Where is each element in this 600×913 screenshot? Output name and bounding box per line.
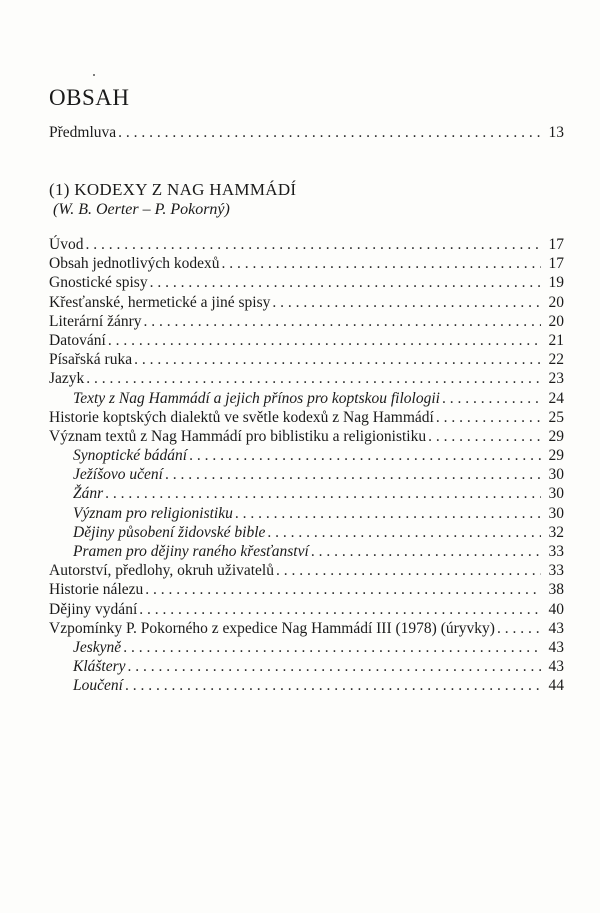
entry-page-number: 22 — [548, 351, 564, 369]
entry-label: Kláštery — [73, 658, 126, 676]
dot-leader — [125, 676, 541, 695]
toc-list — [49, 235, 564, 696]
entry-label: Texty z Nag Hammádí a jejich přínos pro koptskou filologii — [73, 389, 440, 407]
dot-leader — [497, 619, 541, 638]
dot-leader — [144, 312, 541, 331]
entry-page-number: 29 — [548, 447, 564, 465]
entry-label: Písařská ruka — [49, 351, 133, 369]
dot-leader — [118, 123, 541, 143]
dot-leader — [145, 580, 541, 599]
dot-leader — [221, 254, 541, 273]
toc-entry[interactable] — [49, 235, 564, 254]
toc-entry[interactable] — [49, 676, 564, 695]
entry-page-number: 19 — [548, 274, 564, 292]
toc-entry[interactable] — [49, 254, 564, 273]
dot-leader — [86, 369, 541, 388]
section-authors: (W. B. Oerter – P. Pokorný) — [53, 201, 230, 218]
entry-label: Autorství, předlohy, okruh uživatelů — [49, 562, 274, 580]
toc-entry[interactable] — [49, 389, 564, 408]
entry-page-number: 30 — [548, 504, 564, 522]
entry-label: Předmluva — [49, 124, 117, 141]
entry-label: Vzpomínky P. Pokorného z expedice Nag Hammádí III (1978) (úryvky) — [49, 619, 495, 637]
entry-page-number: 33 — [548, 543, 564, 560]
dot-leader — [235, 504, 541, 523]
entry-label: Křesťanské, hermetické a jiné spisy — [49, 293, 271, 311]
entry-page-number: 43 — [548, 658, 564, 676]
entry-page-number: 38 — [548, 581, 564, 599]
entry-page-number: 30 — [548, 466, 564, 484]
entry-label: Ježíšovo učení — [73, 466, 163, 484]
dot-leader — [128, 657, 541, 676]
entry-page-number: 17 — [548, 255, 564, 273]
toc-entry[interactable] — [49, 580, 564, 599]
dot-leader — [108, 331, 541, 350]
entry-page-number: 25 — [548, 408, 564, 426]
toc-entry[interactable] — [49, 427, 564, 446]
entry-page-number: 13 — [548, 124, 564, 141]
entry-page-number: 17 — [548, 236, 564, 253]
entry-label: Datování — [49, 331, 106, 349]
entry-page-number: 23 — [548, 370, 564, 388]
toc-entry[interactable] — [49, 542, 564, 561]
toc-entry[interactable] — [49, 273, 564, 292]
contents-heading: OBSAH — [49, 85, 130, 110]
entry-label: Pramen pro dějiny raného křesťanství — [73, 543, 309, 560]
dot-leader — [134, 350, 541, 369]
entry-label: Literární žánry — [49, 312, 142, 330]
entry-page-number: 33 — [548, 562, 564, 580]
toc-entry[interactable] — [49, 369, 564, 388]
toc-entry[interactable] — [49, 504, 564, 523]
preface-entry[interactable] — [49, 123, 564, 143]
entry-page-number: 44 — [548, 677, 564, 695]
toc-entry[interactable] — [49, 331, 564, 350]
entry-label: Význam pro religionistiku — [73, 504, 233, 522]
entry-page-number: 43 — [548, 638, 564, 656]
dot-leader — [428, 427, 541, 446]
entry-label: Historie koptských dialektů ve světle kodexů z Nag Hammádí — [49, 408, 434, 426]
toc-entry[interactable] — [49, 619, 564, 638]
print-speck — [93, 74, 95, 76]
toc-entry[interactable] — [49, 350, 564, 369]
toc-entry[interactable] — [49, 638, 564, 657]
entry-page-number: 20 — [548, 293, 564, 311]
dot-leader — [139, 600, 541, 619]
entry-label: Obsah jednotlivých kodexů — [49, 255, 220, 273]
toc-entry[interactable] — [49, 657, 564, 676]
toc-entry[interactable] — [49, 600, 564, 619]
entry-page-number: 29 — [548, 427, 564, 445]
dot-leader — [442, 389, 541, 408]
toc-entry[interactable] — [49, 561, 564, 580]
entry-page-number: 21 — [548, 331, 564, 349]
entry-label: Dějiny působení židovské bible — [73, 523, 266, 541]
section-title: (1) KODEXY Z NAG HAMMÁDÍ — [49, 180, 297, 199]
toc-entry[interactable] — [49, 446, 564, 465]
entry-label: Jeskyně — [73, 638, 122, 656]
entry-label: Jazyk — [49, 370, 85, 388]
entry-page-number: 32 — [548, 523, 564, 541]
dot-leader — [189, 446, 541, 465]
dot-leader — [276, 561, 541, 580]
dot-leader — [123, 638, 541, 657]
toc-entry[interactable] — [49, 465, 564, 484]
dot-leader — [311, 542, 541, 561]
entry-page-number: 24 — [548, 389, 564, 407]
dot-leader — [165, 465, 541, 484]
entry-label: Žánr — [73, 485, 104, 503]
dot-leader — [105, 484, 541, 503]
toc-entry[interactable] — [49, 484, 564, 503]
dot-leader — [85, 235, 541, 254]
entry-label: Význam textů z Nag Hammádí pro biblistiku a religionistiku — [49, 427, 427, 445]
dot-leader — [150, 273, 541, 292]
dot-leader — [272, 293, 541, 312]
entry-label: Úvod — [49, 236, 84, 253]
entry-page-number: 43 — [548, 619, 564, 637]
entry-page-number: 40 — [548, 600, 564, 618]
toc-entry[interactable] — [49, 408, 564, 427]
entry-page-number: 30 — [548, 485, 564, 503]
toc-entry[interactable] — [49, 312, 564, 331]
entry-label: Synoptické bádání — [73, 447, 188, 465]
toc-entry[interactable] — [49, 293, 564, 312]
entry-label: Loučení — [73, 677, 123, 695]
entry-label: Gnostické spisy — [49, 274, 148, 292]
entry-label: Dějiny vydání — [49, 600, 138, 618]
entry-page-number: 20 — [548, 312, 564, 330]
dot-leader — [267, 523, 541, 542]
toc-entry[interactable] — [49, 523, 564, 542]
dot-leader — [436, 408, 541, 427]
entry-label: Historie nálezu — [49, 581, 144, 599]
